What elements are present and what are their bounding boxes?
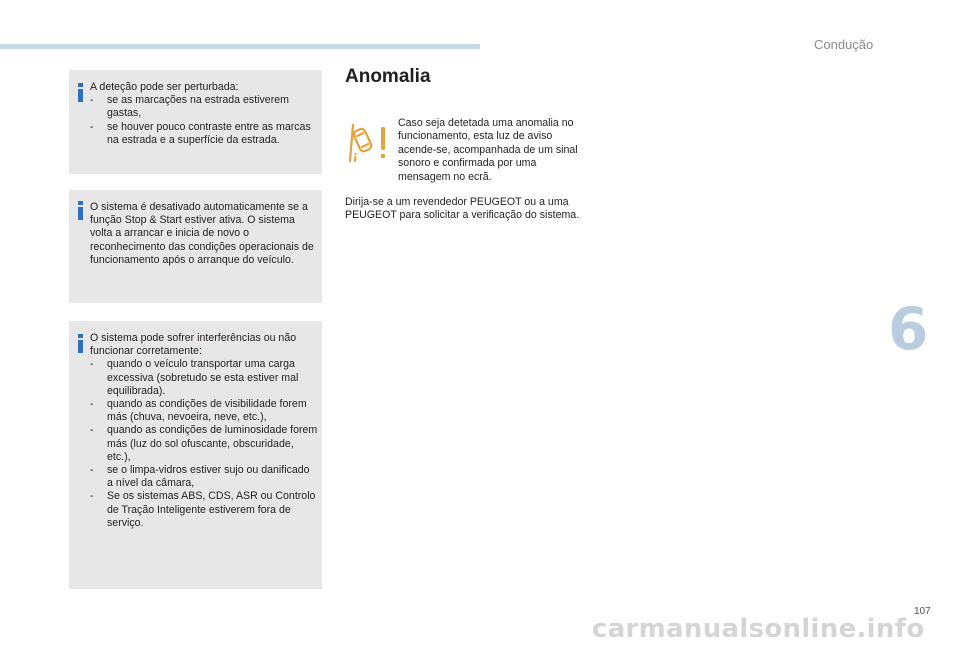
note-intro: O sistema pode sofrer interferências ou não funcionar corretamente: bbox=[90, 332, 297, 358]
note-list bbox=[90, 358, 318, 530]
list-item: - quando o veículo transportar uma carga excessiva (sobretudo se esta estiver mal equilibrada). bbox=[90, 358, 299, 397]
note-intro: O sistema é desativado automaticamente se a função Stop & Start estiver ativa. O sistema volta a arrancar e inicia de novo o reconhecimento das condições operacionais de funcionamento após o arranque do veículo. bbox=[90, 201, 314, 266]
lane-departure-warning-icon bbox=[344, 121, 390, 163]
note-stop-start bbox=[69, 190, 322, 303]
info-icon bbox=[78, 201, 83, 220]
info-icon bbox=[78, 334, 83, 353]
list-item: - se as marcações na estrada estiverem gastas, bbox=[90, 94, 289, 120]
list-item: - se houver pouco contraste entre as marcas na estrada e a superfície da estrada. bbox=[90, 120, 311, 146]
anomaly-advice-text: Dirija-se a um revendedor PEUGEOT ou a uma PEUGEOT para solicitar a verificação do sistema. bbox=[345, 196, 580, 222]
top-accent-bar bbox=[0, 44, 480, 49]
list-item: - se o limpa-vidros estiver sujo ou danificado a nível da câmara, bbox=[90, 464, 310, 490]
chapter-number: 6 bbox=[888, 295, 929, 363]
anomaly-heading: Anomalia bbox=[345, 66, 431, 87]
watermark: carmanualsonline.info bbox=[592, 614, 925, 644]
section-title: Condução bbox=[814, 37, 874, 52]
list-item: - quando as condições de visibilidade forem más (chuva, nevoeira, neve, etc.), bbox=[90, 398, 307, 424]
note-intro: A deteção pode ser perturbada: bbox=[90, 81, 239, 93]
list-item: - quando as condições de luminosidade forem más (luz do sol ofuscante, obscuridade, etc.), bbox=[90, 424, 318, 463]
note-list bbox=[90, 94, 318, 147]
page-number: 107 bbox=[914, 606, 931, 617]
note-interference bbox=[69, 321, 322, 589]
list-item: - Se os sistemas ABS, CDS, ASR ou Controlo de Tração Inteligente estiverem fora de serviço. bbox=[90, 490, 316, 529]
info-icon bbox=[78, 83, 83, 102]
note-detection-disturbed bbox=[69, 70, 322, 174]
anomaly-warning-text: Caso seja detetada uma anomalia no funcionamento, esta luz de aviso acende-se, acompanhada de um sinal sonoro e confirmada por uma mensagem no ecrã. bbox=[398, 117, 578, 183]
